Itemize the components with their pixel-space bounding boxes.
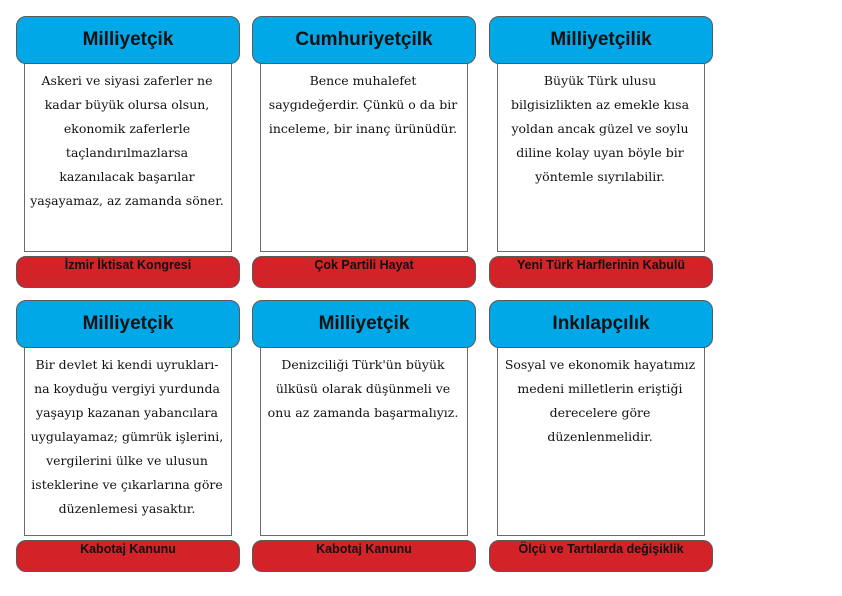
card-footer bbox=[252, 256, 476, 288]
card-2 bbox=[252, 16, 476, 288]
card-footer bbox=[489, 256, 713, 288]
card-title: Milliyetçik bbox=[252, 300, 476, 348]
card-6 bbox=[489, 300, 713, 572]
card-title: Inkılapçılık bbox=[489, 300, 713, 348]
card-5 bbox=[252, 300, 476, 572]
card-1 bbox=[16, 16, 240, 288]
card-4 bbox=[16, 300, 240, 572]
card-footer bbox=[489, 540, 713, 572]
card-text: Bence muhalefet saygıdeğerdir. Çünkü o da bir inceleme, bir inanç ürünüdür. bbox=[268, 73, 458, 136]
card-footer-label: İzmir İktisat Kongresi bbox=[64, 258, 192, 272]
card-text: Sosyal ve ekonomik hayatımız medeni milletlerin eriştiği derecelere göre düzenlenmelidir. bbox=[504, 357, 696, 444]
card-text: Denizciliği Türk'ün büyük ülküsü olarak düşünmeli ve onu az zamanda başarmalıyız. bbox=[267, 357, 459, 420]
card-title: Milliyetçik bbox=[16, 16, 240, 64]
card-footer bbox=[252, 540, 476, 572]
card-footer-label: Kabotaj Kanunu bbox=[80, 542, 176, 556]
card-3 bbox=[489, 16, 713, 288]
card-footer-label: Yeni Türk Harflerinin Kabulü bbox=[516, 258, 686, 272]
card-text: Askeri ve siyasi zaferler ne kadar büyük olursa olsun, ekonomik zaferlerle taçlandırılmazlarsa kazanılacak başarılar yaşayamaz, az zamanda söner. bbox=[30, 73, 224, 208]
card-footer-label: Ölçü ve Tartılarda değişiklik bbox=[518, 542, 684, 556]
card-title: Milliyetçilik bbox=[489, 16, 713, 64]
card-footer bbox=[16, 256, 240, 288]
card-footer-label: Kabotaj Kanunu bbox=[316, 542, 412, 556]
card-footer-label: Çok Partili Hayat bbox=[314, 258, 414, 272]
card-title: Cumhuriyetçilk bbox=[252, 16, 476, 64]
card-title: Milliyetçik bbox=[16, 300, 240, 348]
card-footer bbox=[16, 540, 240, 572]
card-text: Büyük Türk ulusu bilgisizlikten az emekle kısa yoldan ancak güzel ve soylu diline kolay uyan böyle bir yöntemle sıyrılabilir. bbox=[510, 73, 690, 184]
card-text: Bir devlet ki kendi uyruklarına koyduğu vergiyi yurdunda yaşayıp kazanan yabancılara uygulayamaz; gümrük işlerini, vergilerini ülke ve ulusun isteklerine ve çıkarlarına göre düzenlemesi yasaktır. bbox=[30, 357, 224, 516]
